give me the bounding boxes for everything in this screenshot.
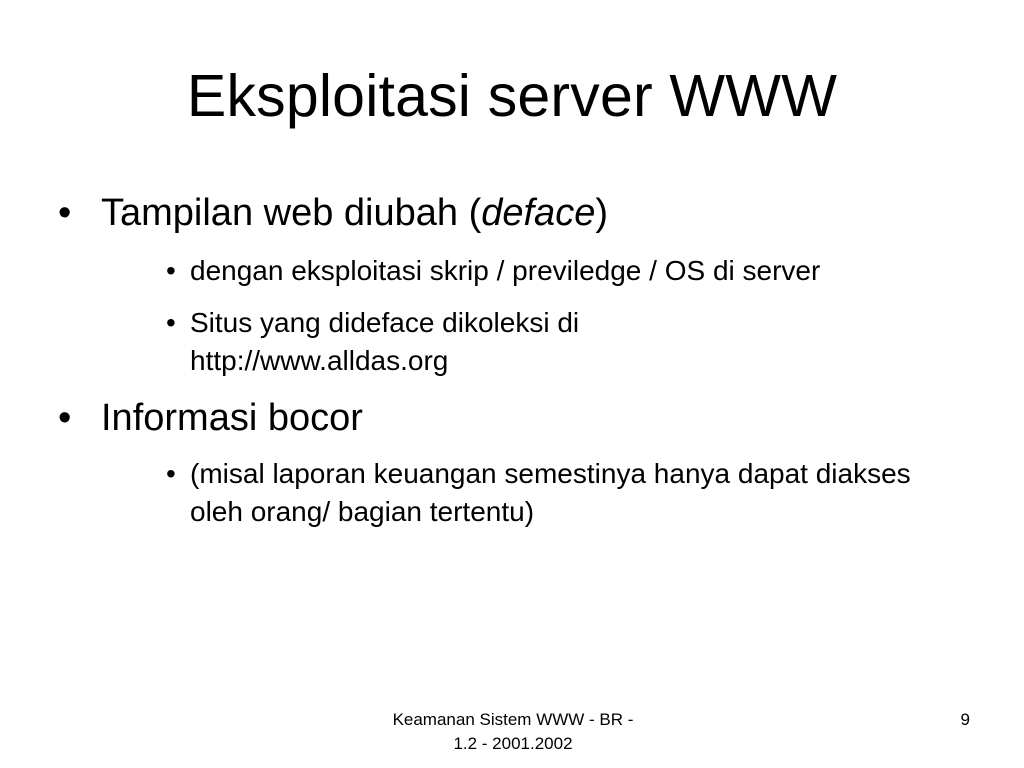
slide-title: Eksploitasi server WWW — [186, 63, 838, 129]
subbullet-item-1-2 — [166, 304, 686, 380]
subbullet-text: dengan eksploitasi skrip / previledge / OS di server — [190, 255, 821, 286]
subbullet-text: Situs yang dideface dikoleksi di http://www.alldas.org — [190, 307, 580, 376]
bullet-icon: • — [58, 192, 72, 234]
subbullet-icon: • — [166, 458, 176, 489]
bullet-icon: • — [58, 397, 72, 439]
bullet-text-1-close: ) — [595, 192, 608, 234]
bullet-text-1-italic: deface — [481, 192, 596, 234]
bullet-text-1 — [101, 192, 608, 234]
footer-line-1: Keamanan Sistem WWW - BR - — [392, 710, 634, 729]
footer-line-2: 1.2 - 2001.2002 — [453, 734, 573, 753]
subbullet-item-1-1 — [166, 252, 966, 290]
subbullet-item-2-1 — [166, 455, 966, 531]
subbullet-icon: • — [166, 255, 176, 286]
bullet-item-1 — [58, 191, 608, 235]
footer-text — [348, 708, 678, 756]
bullet-item-2 — [58, 396, 363, 440]
page-number: 9 — [960, 710, 970, 729]
subbullet-icon: • — [166, 307, 176, 338]
bullet-text-2: Informasi bocor — [101, 397, 363, 439]
subbullet-text: (misal laporan keuangan semestinya hanya dapat diakses oleh orang/ bagian tertentu) — [190, 458, 911, 527]
bullet-text-1-part: Tampilan web diubah ( — [101, 192, 482, 234]
